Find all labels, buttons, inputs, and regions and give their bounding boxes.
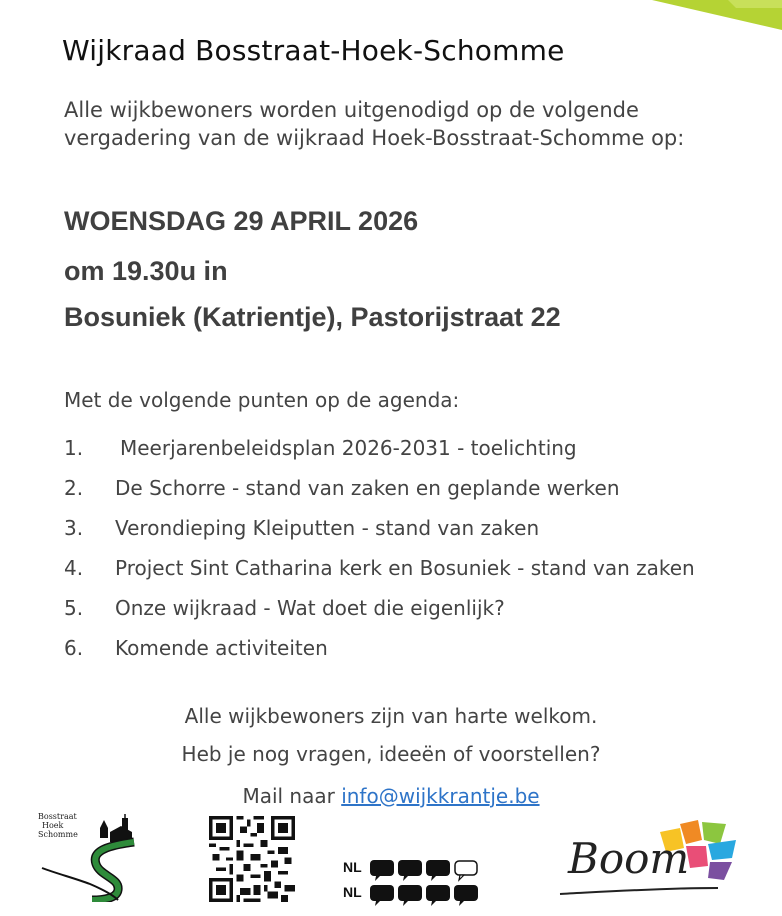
agenda-item-number: 2. [64,476,84,500]
agenda-item-number: 3. [64,516,84,540]
mail-line [0,784,782,808]
agenda-item [64,588,695,628]
email-link[interactable]: info@wijkkrantje.be [341,784,540,808]
agenda-item-text: Onze wijkraad - Wat doet die eigenlijk? [115,596,505,620]
nl-label: NL [343,859,362,875]
event-date: WOENSDAG 29 APRIL 2026 [64,206,419,236]
intro-line-2: vergadering van de wijkraad Hoek-Bosstraat-Schomme op: [64,126,685,150]
mail-prefix: Mail naar [242,784,335,808]
agenda-item-text: Verondieping Kleiputten - stand van zaken [115,516,540,540]
agenda-item [64,468,695,508]
agenda-item [64,428,695,468]
agenda-item-text: Project Sint Catharina kerk en Bosuniek - stand van zaken [115,556,695,580]
intro-line-1: Alle wijkbewoners worden uitgenodigd op de volgende [64,98,639,122]
nl-language-logo [340,858,490,908]
qr-code-icon[interactable] [206,816,298,902]
agenda-item [64,508,695,548]
wijkraad-logo-text: Bosstraat Hoek Schomme [38,812,78,839]
nl-label: NL [343,884,362,900]
agenda-item [64,548,695,588]
agenda-item [64,628,695,668]
agenda-item-number: 6. [64,636,84,660]
intro-text [64,96,684,152]
event-location: Bosuniek (Katrientje), Pastorijstraat 22 [64,302,561,332]
boom-wordmark: Boom [568,834,690,883]
page-title: Wijkraad Bosstraat-Hoek-Schomme [62,34,565,67]
wijkraad-logo [34,812,144,902]
agenda-item-text: Komende activiteiten [115,636,328,660]
event-time: om 19.30u in [64,256,228,286]
agenda-intro: Met de volgende punten op de agenda: [64,388,460,412]
corner-accent [632,0,782,30]
agenda-item-number: 4. [64,556,84,580]
speech-bubble-icon [340,858,490,908]
agenda-item-number: 5. [64,596,84,620]
agenda-item-text: Meerjarenbeleidsplan 2026-2031 - toelichting [120,436,577,460]
questions-text: Heb je nog vragen, ideeën of voorstellen? [181,742,601,766]
boom-logo [540,818,750,906]
agenda-list [64,428,695,668]
welcome-text: Alle wijkbewoners zijn van harte welkom. [184,704,598,728]
agenda-item-text: De Schorre - stand van zaken en geplande werken [115,476,620,500]
agenda-item-number: 1. [64,436,84,460]
